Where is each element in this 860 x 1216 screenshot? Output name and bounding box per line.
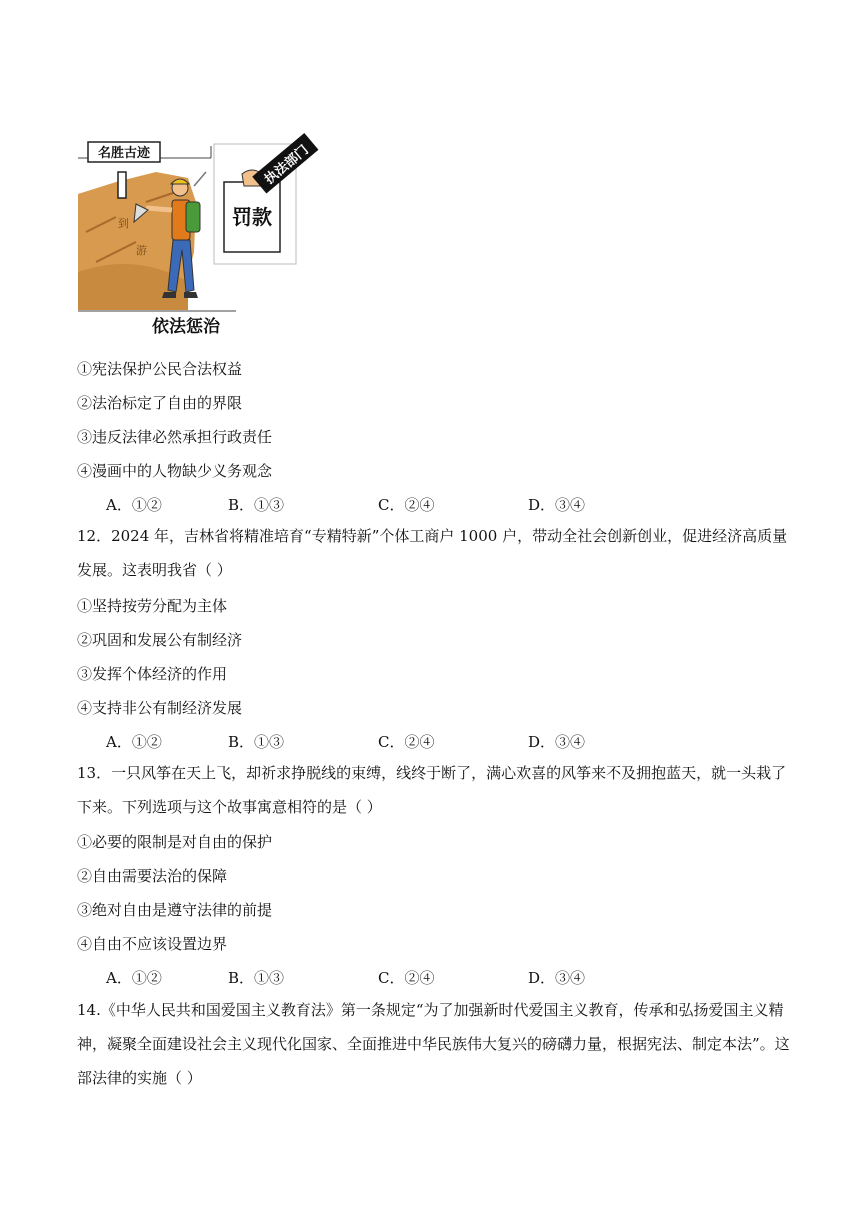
- q12-stem: 12．2024 年，吉林省将精准培育“专精特新”个体工商户 1000 户，带动全社会创新创业，促进经济高质量发展。这表明我省（ ）: [77, 527, 788, 579]
- option-a[interactable]: A．①②: [106, 969, 162, 987]
- q12-options: [106, 732, 706, 752]
- q11-item: ①宪法保护公民合法权益: [77, 360, 243, 378]
- q12-item: ③发挥个体经济的作用: [77, 665, 228, 683]
- q13-stem: 13．一只风筝在天上飞，却祈求挣脱线的束缚，线终于断了，满心欢喜的风筝来不及拥抱蓝天，就一头栽了下来。下列选项与这个故事寓意相符的是（ ）: [77, 764, 787, 816]
- q12-item: ①坚持按劳分配为主体: [77, 597, 228, 615]
- option-c[interactable]: C．②④: [378, 969, 435, 987]
- option-b[interactable]: B．①③: [228, 969, 285, 987]
- option-d[interactable]: D．③④: [528, 496, 586, 514]
- sign-text: 名胜古迹: [97, 145, 151, 160]
- option-a[interactable]: A．①②: [106, 496, 162, 514]
- q11-item: ③违反法律必然承担行政责任: [77, 428, 273, 446]
- cartoon-caption: 依法惩治: [152, 317, 220, 336]
- rock-text-1: 到: [118, 217, 129, 230]
- cartoon-illustration: [76, 122, 332, 344]
- fine-text: 罚款: [232, 207, 272, 229]
- option-b[interactable]: B．①③: [228, 496, 285, 514]
- q14-stem: 14.《中华人民共和国爱国主义教育法》第一条规定“为了加强新时代爱国主义教育，传承和弘扬爱国主义精神，凝聚全面建设社会主义现代化国家、全面推进中华民族伟大复兴的磅礴力量，根据宪法、制定本法”。这部法律的实施（ ）: [77, 1001, 790, 1087]
- q13-item: ③绝对自由是遵守法律的前提: [77, 901, 273, 919]
- motion-line: [194, 172, 206, 186]
- q11-options: [106, 495, 706, 515]
- option-b[interactable]: B．①③: [228, 733, 285, 751]
- q12-item: ④支持非公有制经济发展: [77, 699, 243, 717]
- q13-item: ①必要的限制是对自由的保护: [77, 833, 273, 851]
- option-d[interactable]: D．③④: [528, 733, 586, 751]
- q13-item: ④自由不应该设置边界: [77, 935, 228, 953]
- q11-item: ④漫画中的人物缺少义务观念: [77, 462, 273, 480]
- rock-text-2: 游: [136, 244, 147, 257]
- option-d[interactable]: D．③④: [528, 969, 586, 987]
- option-a[interactable]: A．①②: [106, 733, 162, 751]
- dept-text: 执法部门: [261, 141, 312, 187]
- q13-item: ②自由需要法治的保障: [77, 867, 228, 885]
- q13-options: [106, 968, 706, 988]
- q12-item: ②巩固和发展公有制经济: [77, 631, 243, 649]
- option-c[interactable]: C．②④: [378, 496, 435, 514]
- option-c[interactable]: C．②④: [378, 733, 435, 751]
- q11-item: ②法治标定了自由的界限: [77, 394, 243, 412]
- sign-post: [118, 172, 126, 198]
